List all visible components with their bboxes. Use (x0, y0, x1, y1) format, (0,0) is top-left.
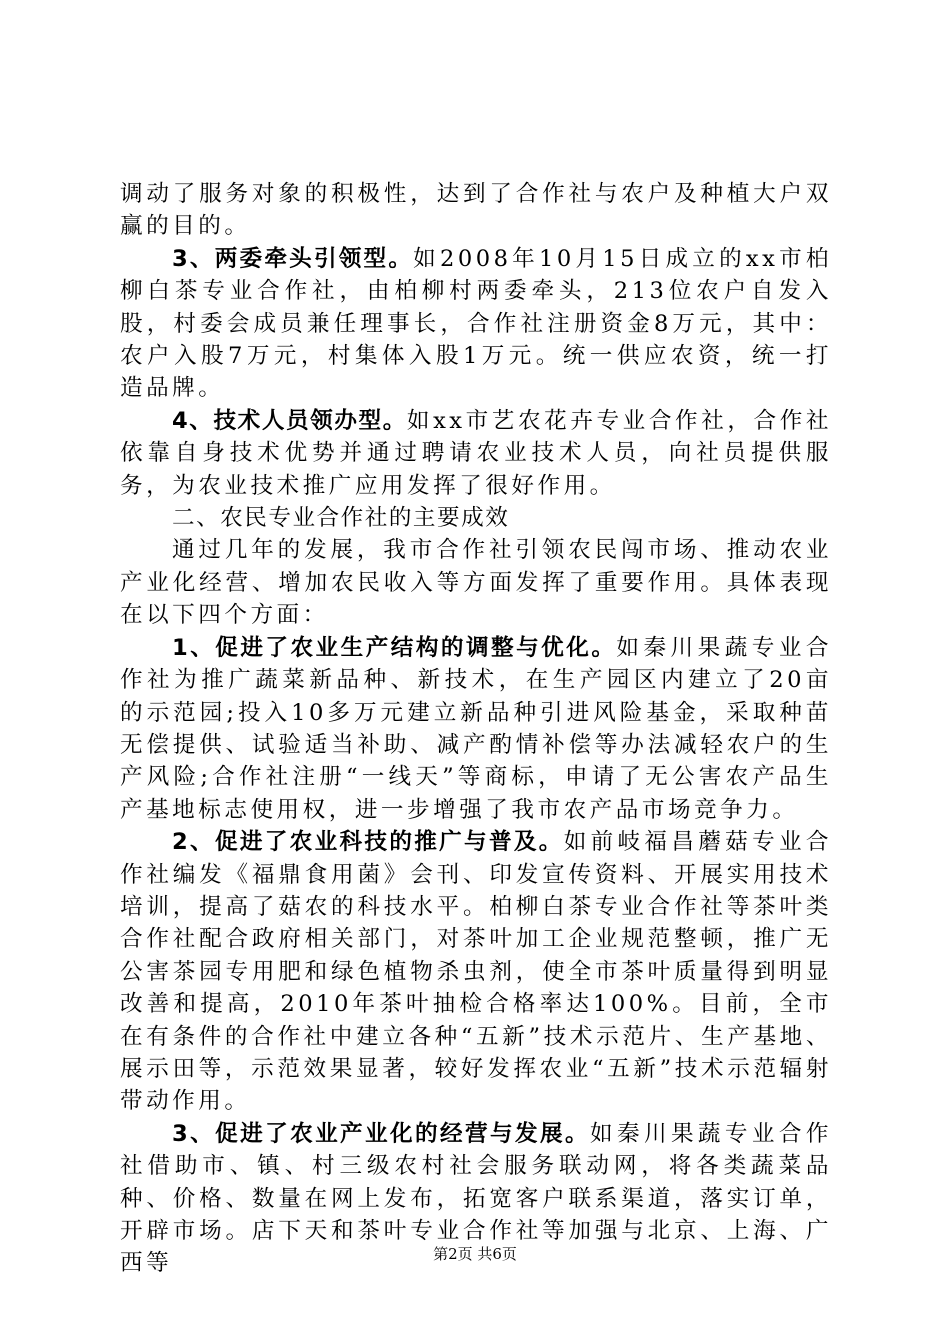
section-heading: 二、农民专业合作社的主要成效 (172, 505, 510, 532)
paragraph-text: 如秦川果蔬专业合作社借助市、镇、村三级农村社会服务联动网，将各类蔬菜品种、价格、数量在网上发布，拓宽客户联系渠道，落实订单，开辟市场。店下天和茶叶专业合作社等加强与北京、上海、广西等 (120, 1120, 832, 1277)
paragraph-text: 如xx市艺农花卉专业合作社，合作社依靠自身技术优势并通过聘请农业技术人员，向社员提供服务，为农业技术推广应用发挥了很好作用。 (120, 407, 832, 499)
paragraph-text: 通过几年的发展，我市合作社引领农民闯市场、推动农业产业化经营、增加农民收入等方面发挥了重要作用。具体表现在以下四个方面： (120, 537, 832, 629)
paragraph-text: 如前岐福昌蘑菇专业合作社编发《福鼎食用菌》会刊、印发宣传资料、开展实用技术培训，提高了菇农的科技水平。柏柳白茶专业合作社等茶叶类合作社配合政府相关部门，对茶叶加工企业规范整顿，推广无公害茶园专用肥和绿色植物杀虫剂，使全市茶叶质量得到明显改善和提高，2010年茶叶抽检合格率达100%。目前，全市在有条件的合作社中建立各种“五新”技术示范片、生产基地、展示田等，示范效果显著，较好发挥农业“五新”技术示范辐射带动作用。 (120, 829, 832, 1115)
paragraph (120, 178, 832, 243)
paragraph-lead: 3、两委牵头引领型。 (172, 245, 414, 272)
paragraph (120, 243, 832, 405)
paragraph (120, 534, 832, 631)
paragraph (120, 632, 832, 826)
document-body (120, 178, 832, 1280)
paragraph-text: 如2008年10月15日成立的xx市柏柳白茶专业合作社，由柏柳村两委牵头，213位农户自发入股，村委会成员兼任理事长，合作社注册资金8万元，其中：农户入股7万元，村集体入股1万元。统一供应农资，统一打造品牌。 (120, 245, 832, 402)
paragraph-lead: 4、技术人员领办型。 (172, 407, 407, 434)
paragraph-text: 如秦川果蔬专业合作社为推广蔬菜新品种、新技术，在生产园区内建立了20亩的示范园;投入10多万元建立新品种引进风险基金，采取种苗无偿提供、试验适当补助、减产酌情补偿等办法减轻农户的生产风险;合作社注册“一线天”等商标，申请了无公害农产品生产基地标志使用权，进一步增强了我市农产品市场竞争力。 (120, 634, 832, 823)
paragraph-lead: 1、促进了农业生产结构的调整与优化。 (172, 634, 617, 661)
paragraph-text: 调动了服务对象的积极性，达到了合作社与农户及种植大户双赢的目的。 (120, 181, 832, 240)
page-footer: 第2页 共6页 (433, 1245, 517, 1263)
paragraph (120, 405, 832, 502)
paragraph-lead: 3、促进了农业产业化的经营与发展。 (172, 1120, 590, 1147)
paragraph (120, 826, 832, 1118)
paragraph-lead: 2、促进了农业科技的推广与普及。 (172, 829, 564, 856)
